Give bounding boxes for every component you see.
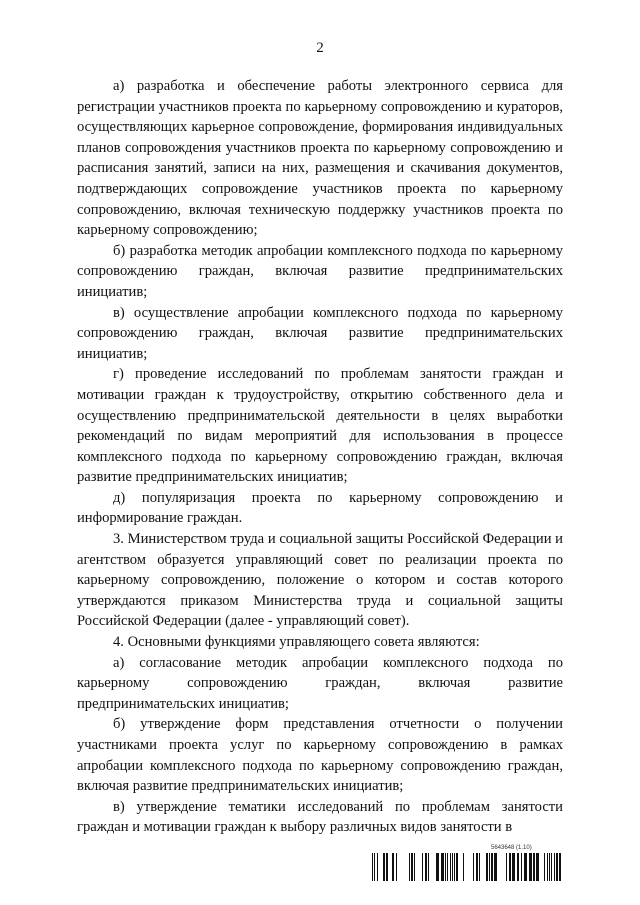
paragraph-b-first: б) разработка методик апробации комплексного подхода по карьерному сопровождению граждан, включая развитие предпринимательских инициатив;	[77, 242, 563, 300]
barcode-bar	[536, 853, 539, 881]
barcode-bar	[447, 853, 448, 881]
barcode-bar	[479, 853, 480, 881]
document-code: 5643648 (1.10)	[491, 845, 532, 851]
barcode-bar	[544, 853, 545, 881]
barcode-bar	[392, 853, 394, 881]
paragraph-g-first: г) проведение исследований по проблемам занятости граждан и мотивации граждан к трудоустройству, открытию собственного дела и осуществлению предпринимательской деятельности в целях выработки рекомендаций по видам мероприятий для использования в процессе комплексного подхода по карьерному сопровождению граждан, включая развитие предпринимательских инициатив;	[77, 366, 563, 486]
barcode-bar	[428, 853, 429, 881]
barcode-bar	[425, 853, 427, 881]
barcode-bar	[411, 853, 413, 881]
barcode-bar	[512, 853, 515, 881]
barcode-bar	[409, 853, 410, 881]
barcode-bar	[554, 853, 555, 881]
barcode-bar	[372, 853, 373, 881]
barcode-bar	[489, 853, 490, 881]
barcode-bar	[517, 853, 519, 881]
barcode-bar	[524, 853, 527, 881]
barcode-bar	[436, 853, 439, 881]
barcode-bar	[374, 853, 375, 881]
barcode-bar	[549, 853, 550, 881]
barcode-bar	[452, 853, 453, 881]
barcode-bar	[521, 853, 522, 881]
barcode-bar	[422, 853, 423, 881]
barcode-bar	[494, 853, 497, 881]
barcode-bar	[509, 853, 511, 881]
barcode-bar	[383, 853, 385, 881]
paragraph-b-second: б) утверждение форм представления отчетности о получении участниками проекта услуг по карьерному сопровождению в рамках апробации комплексного подхода по карьерному сопровождению граждан, включая развитие предпринимательских инициатив;	[77, 716, 563, 795]
barcode-bar	[456, 853, 458, 881]
barcode-bar	[450, 853, 451, 881]
document-body	[77, 76, 563, 838]
paragraph-d-first: д) популяризация проекта по карьерному сопровождению и информирование граждан.	[77, 489, 563, 527]
barcode-bar	[454, 853, 455, 881]
page-number: 2	[316, 40, 324, 56]
barcode-bar	[414, 853, 415, 881]
barcode-bar	[473, 853, 474, 881]
paragraph-v-first: в) осуществление апробации комплексного подхода по карьерному сопровождению граждан, включая развитие предпринимательских инициатив;	[77, 304, 563, 362]
barcode-bar	[476, 853, 478, 881]
barcode-bar	[445, 853, 446, 881]
barcode-bar	[547, 853, 548, 881]
barcode-bar	[506, 853, 507, 881]
barcode-bar	[551, 853, 552, 881]
paragraph-a-second: а) согласование методик апробации комплексного подхода по карьерному сопровождению граждан, включая развитие предпринимательских инициатив;	[77, 654, 563, 712]
paragraph-3: 3. Министерством труда и социальной защиты Российской Федерации и агентством образуется управляющий совет по реализации проекта по карьерному сопровождению, положение о котором и состав которого утверждаются приказом Министерства труда и социальной защиты Российской Федерации (далее - управляющий совет).	[77, 531, 563, 630]
barcode-bar	[486, 853, 488, 881]
paragraph-a-first: а) разработка и обеспечение работы электронного сервиса для регистрации участников проекта по карьерному сопровождению и кураторов, осуществляющих карьерное сопровождение, формирования индивидуальных планов сопровождения участников проекта по карьерному сопровождению и расписания занятий, записи на них, размещения и скачивания документов, подтверждающих сопровождение участников проекта по карьерному сопровождению, включая техническую поддержку участников проекта по карьерному сопровождению;	[77, 78, 563, 239]
paragraph-4: 4. Основными функциями управляющего совета являются:	[113, 634, 480, 651]
barcode-bar	[533, 853, 535, 881]
barcode-bar	[559, 853, 561, 881]
barcode-bar	[463, 853, 464, 881]
barcode-bar	[491, 853, 493, 881]
barcode-image	[372, 853, 568, 881]
barcode-bar	[377, 853, 378, 881]
barcode-bar	[529, 853, 532, 881]
paragraph-v-second: в) утверждение тематики исследований по проблемам занятости граждан и мотивации граждан к выбору различных видов занятости в	[77, 798, 563, 836]
barcode-bar	[396, 853, 397, 881]
barcode-bar	[556, 853, 558, 881]
barcode-bar	[386, 853, 388, 881]
barcode-bar	[441, 853, 444, 881]
